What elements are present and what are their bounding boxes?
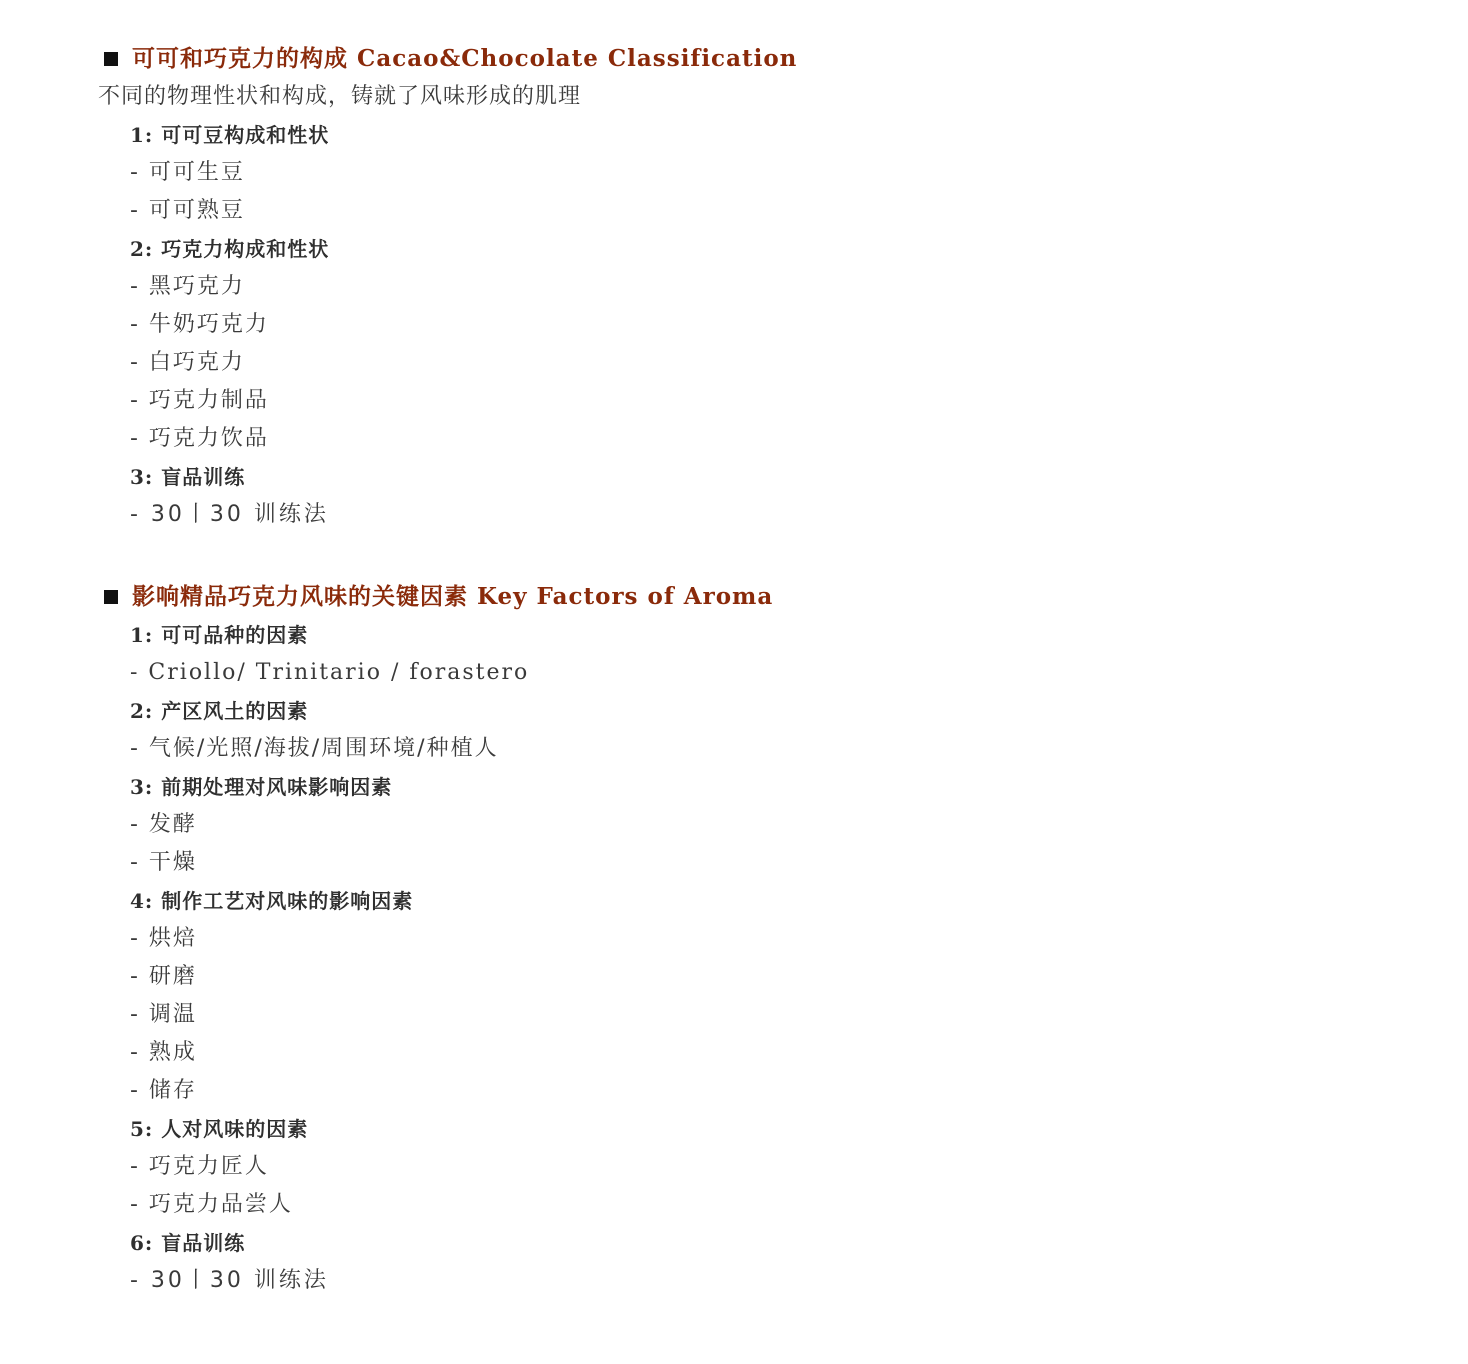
- group: [0, 882, 1468, 1110]
- group: [0, 1224, 1468, 1300]
- section-key-factors: [0, 578, 1468, 1300]
- section-title-text: 可可和巧克力的构成 Cacao&Chocolate Classification: [132, 45, 798, 72]
- group: [0, 458, 1468, 534]
- group: [0, 616, 1468, 692]
- list-item: - Criollo/ Trinitario / forastero: [130, 660, 530, 685]
- list-item: - 巧克力饮品: [130, 426, 269, 451]
- black-square-icon: [104, 52, 118, 66]
- group-heading: 2: 巧克力构成和性状: [130, 237, 330, 261]
- list-item: - 牛奶巧克力: [130, 312, 269, 337]
- group-heading: 1: 可可品种的因素: [130, 623, 309, 647]
- group: [0, 1110, 1468, 1224]
- group: [0, 230, 1468, 458]
- list-item: - 可可生豆: [130, 160, 245, 185]
- list-item: - 黑巧克力: [130, 274, 245, 299]
- list-item: - 30丨30 训练法: [130, 1268, 329, 1293]
- list-item: - 白巧克力: [130, 350, 245, 375]
- group: [0, 692, 1468, 768]
- list-item: - 巧克力品尝人: [130, 1192, 293, 1217]
- group-heading: 4: 制作工艺对风味的影响因素: [130, 889, 414, 913]
- list-item: - 储存: [130, 1078, 197, 1103]
- list-item: - 30丨30 训练法: [130, 502, 329, 527]
- group: [0, 768, 1468, 882]
- group-heading: 5: 人对风味的因素: [130, 1117, 309, 1141]
- group-heading: 2: 产区风土的因素: [130, 699, 309, 723]
- list-item: - 发酵: [130, 812, 197, 837]
- list-item: - 巧克力匠人: [130, 1154, 269, 1179]
- section-title: [0, 578, 1468, 616]
- group-heading: 3: 盲品训练: [130, 465, 246, 489]
- list-item: - 可可熟豆: [130, 198, 245, 223]
- group-heading: 3: 前期处理对风味影响因素: [130, 775, 393, 799]
- section-title: [0, 40, 1468, 78]
- section-subtitle: 不同的物理性状和构成，铸就了风味形成的肌理: [98, 84, 582, 109]
- section-title-text: 影响精品巧克力风味的关键因素 Key Factors of Aroma: [132, 583, 774, 610]
- list-item: - 熟成: [130, 1040, 197, 1065]
- list-item: - 调温: [130, 1002, 197, 1027]
- list-item: - 巧克力制品: [130, 388, 269, 413]
- group: [0, 116, 1468, 230]
- section-classification: [0, 40, 1468, 534]
- list-item: - 研磨: [130, 964, 197, 989]
- group-heading: 1: 可可豆构成和性状: [130, 123, 330, 147]
- black-square-icon: [104, 590, 118, 604]
- list-item: - 干燥: [130, 850, 197, 875]
- list-item: - 气候/光照/海拔/周围环境/种植人: [130, 736, 499, 761]
- group-heading: 6: 盲品训练: [130, 1231, 246, 1255]
- list-item: - 烘焙: [130, 926, 197, 951]
